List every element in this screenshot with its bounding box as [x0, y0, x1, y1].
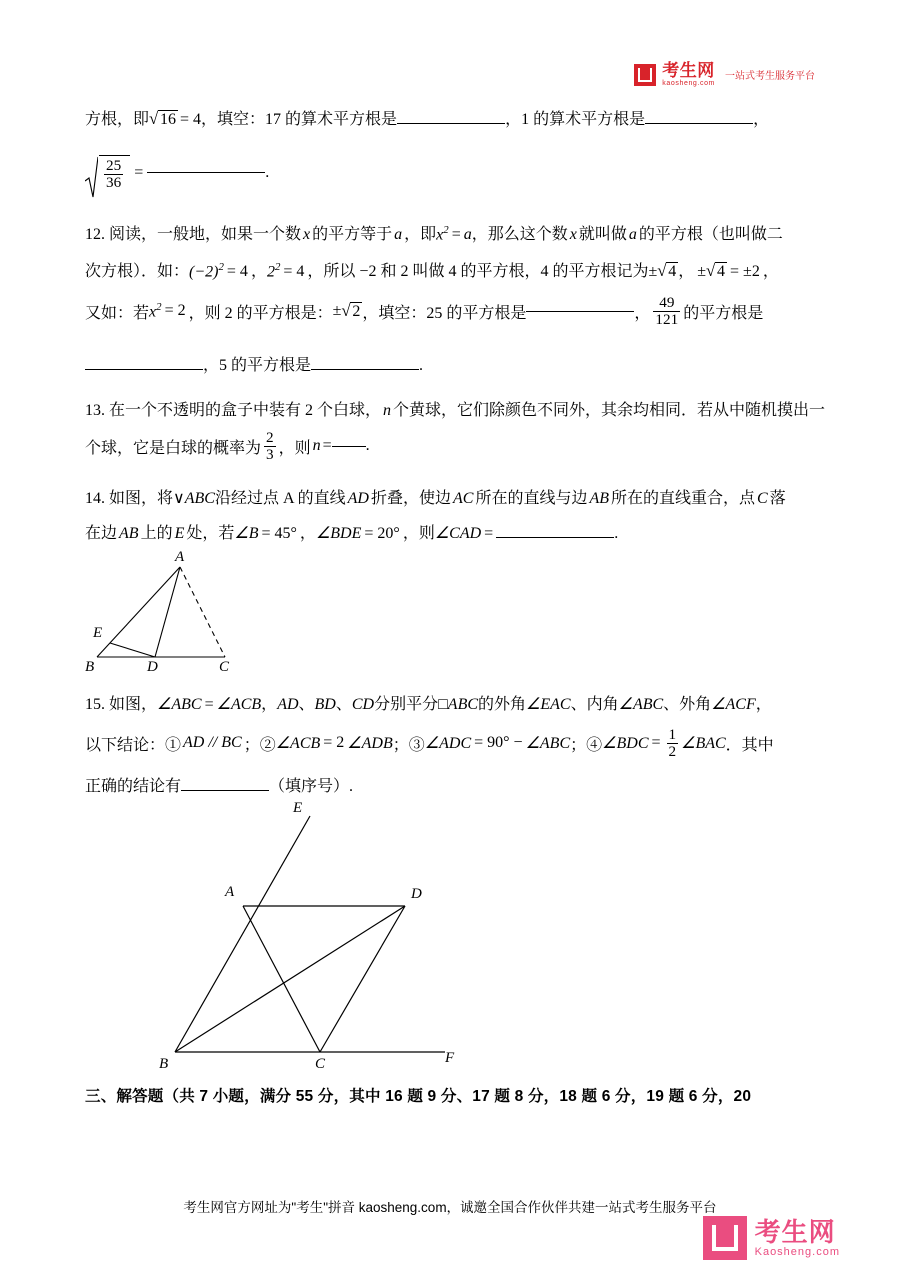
footer-logo: [703, 1216, 840, 1260]
q15-text-b: 分别平分: [374, 695, 439, 713]
q11-tail-line2: [85, 155, 815, 191]
q13-l2-eq: =: [322, 437, 332, 455]
q14-point-c: C: [757, 489, 768, 507]
q15-l2-text-c: ；③: [392, 736, 425, 754]
q12-l4-dot: .: [419, 356, 424, 374]
q15-bd: BD: [314, 695, 336, 713]
q11-blank-3[interactable]: [147, 172, 265, 173]
footer-logo-chinese: 考生网: [754, 1216, 836, 1247]
q15-l2-text-b: ；②: [243, 736, 276, 754]
q15-stmt1: AD // BC: [183, 734, 242, 752]
q12-comma3: ，: [762, 262, 779, 280]
q14-eq20: = 20°: [364, 524, 400, 542]
q14-angle-b: ∠B: [234, 524, 259, 542]
q12-var-x: x: [303, 225, 311, 243]
q13-l2-dot: .: [365, 437, 370, 455]
q14-label-D: D: [147, 658, 158, 675]
q12-text-c: ，即: [404, 225, 437, 243]
q14-blank[interactable]: [496, 537, 614, 538]
radical-16: √ 16: [149, 110, 178, 129]
q12-pm1: ±: [648, 262, 658, 280]
q12-x-squared: $x^2$: [436, 223, 449, 243]
q12-var-x2: x: [569, 225, 577, 243]
q12-var-a: a: [394, 225, 403, 243]
q12-l3-eq: = 2: [164, 302, 186, 320]
q11-period: .: [265, 163, 270, 181]
q15-text-c: 的外角: [478, 695, 527, 713]
q12-pm2: ±: [697, 262, 707, 280]
logo-slogan: 一站式考生服务平台: [725, 71, 815, 83]
q15-angle-abc2: ∠ABC: [618, 695, 664, 713]
q14-text-a: 如图，将: [109, 489, 174, 507]
radical-fraction-25-36: [85, 155, 130, 191]
q12-eq1: = 4: [226, 262, 248, 280]
radical-sign-icon: [85, 155, 98, 191]
q14-line2: [85, 520, 815, 543]
q14-label-A: A: [175, 548, 185, 565]
q12-l2-text-b: ，所以 −2 和 2 叫做 4 的平方根，4 的平方根记为: [307, 262, 649, 280]
q15-number: 15.: [85, 695, 105, 713]
q11-mid-text-2: ，1 的算术平方根是: [505, 111, 646, 128]
q15-stmt2-b: ∠ADB: [347, 735, 393, 753]
q15-angle-acb: ∠ACB: [216, 695, 262, 713]
q14-label-E: E: [93, 624, 103, 641]
q12-line1: [85, 221, 815, 244]
q15-stmt4-a: ∠BDC: [602, 735, 649, 753]
q12-text-e: 就叫做: [578, 225, 627, 243]
q15-c5: 、外角: [663, 695, 712, 713]
q13-number: 13.: [85, 401, 105, 419]
q11-tail-line1: [85, 106, 815, 129]
q13-line1: [85, 397, 826, 420]
q12-l2-text-a: 次方根）．如：: [85, 262, 190, 280]
logo-text: [662, 62, 715, 87]
q14-l2-comma2: ，则: [402, 524, 435, 542]
q15-line3: [85, 773, 815, 796]
q15-l2-text-a: 以下结论：①: [85, 736, 182, 754]
q14-figure: [85, 548, 815, 677]
q12-blank-3[interactable]: [311, 369, 419, 370]
q15-stmt2-eq: = 2: [323, 734, 345, 752]
footer-logo-english: Kaosheng.com: [754, 1246, 840, 1259]
q15-stmt3-b: ∠ABC: [525, 735, 571, 753]
q15-c1: ，: [261, 695, 278, 713]
q14-l2-ab: AB: [119, 524, 139, 542]
fraction-2-3: $\frac{2}{3}$: [266, 428, 274, 463]
q15-abc-label: ABC: [447, 695, 479, 713]
q14-label-B: B: [85, 658, 95, 675]
kaosheng-logo-icon: [634, 64, 656, 86]
q14-angle-bde: ∠BDE: [315, 524, 362, 542]
q13-text-b: 个黄球，它们除颜色不同外，其余均相同．若从中随机摸出一: [393, 401, 826, 419]
q14-abc: ABC: [184, 489, 215, 507]
q12-expr-neg2-sq: $(-2)^2$: [189, 260, 224, 280]
q15-label-D: D: [411, 885, 422, 902]
q14-l2-dot: .: [614, 524, 619, 542]
q15-label-B: B: [159, 1055, 169, 1072]
fraction-1-2: $\frac{1}{2}$: [668, 725, 677, 760]
q14-text-e: 所在的直线重合，点: [611, 489, 756, 507]
footer-logo-square-icon: [703, 1216, 747, 1260]
logo-chinese-name: 考生网: [662, 61, 715, 80]
q15-text-a: 如图，: [109, 695, 158, 713]
q12-expr-2-sq: $2^2$: [266, 260, 281, 280]
q12-eq3: = ±2: [730, 262, 760, 280]
q15-stmt4-b: ∠BAC: [681, 735, 726, 753]
q11-eq4: = 4: [180, 111, 202, 128]
q12-text-b: 的平方等于: [312, 225, 393, 243]
q15-stmt3-eq: = 90° −: [474, 734, 523, 752]
q14-ad: AD: [347, 489, 369, 507]
logo-english-name: kaosheng.com: [662, 79, 715, 87]
q12-text-f: 的平方根（也叫做二: [638, 225, 783, 243]
q11-blank-1[interactable]: [397, 123, 505, 124]
q15-label-A: A: [225, 883, 235, 900]
q14-eq45: = 45°: [261, 524, 297, 542]
radical-4-a: √ 4: [657, 262, 678, 281]
q13-l2-text-b: ，则: [278, 439, 311, 457]
q14-ac: AC: [452, 489, 474, 507]
q12-line2: [85, 258, 815, 281]
q15-eq1: =: [204, 695, 214, 713]
q15-stmt2-a: ∠ACB: [275, 735, 321, 753]
q14-point-e: E: [174, 524, 185, 542]
q14-label-C: C: [219, 658, 230, 675]
q13-text-a: 在一个不透明的盒子中装有 2 个白球，: [109, 401, 382, 419]
radical-2: √ 2: [341, 302, 362, 321]
q12-l3-pm: ±: [332, 302, 342, 320]
q11-comma: ，: [753, 111, 770, 128]
q12-line3: [85, 295, 815, 328]
q11-mid-text: ，填空：17 的算术平方根是: [201, 111, 398, 128]
q12-blank-2[interactable]: [85, 369, 203, 370]
q12-number: 12.: [85, 225, 105, 243]
q14-number: 14.: [85, 489, 105, 507]
q15-line1: [85, 691, 815, 714]
section-three-heading: 三、解答题（共 7 小题，满分 55 分，其中 16 题 9 分、17 题 8 分，18 题 6 分，19 题 6 分，20: [85, 1087, 752, 1105]
q15-c2: 、: [298, 695, 315, 713]
q11-blank-2[interactable]: [645, 123, 753, 124]
q15-l3-text-b: （填序号）.: [269, 777, 354, 795]
q14-l2-text-c: 处，若: [186, 524, 235, 542]
q12-x-sq-2: $x^2$: [149, 301, 162, 321]
q13-l2-text-a: 个球，它是白球的概率为: [85, 439, 262, 457]
q12-eq2: = 4: [283, 262, 305, 280]
q13-var-n: n: [383, 401, 392, 419]
q15-ad: AD: [277, 695, 299, 713]
q12-l3-text-e: 的平方根是: [683, 304, 764, 322]
q14-text-b: 沿经过点 A 的直线: [214, 489, 346, 507]
q15-line2: [85, 727, 815, 760]
q14-triangle-symbol: ∨: [173, 489, 185, 507]
q15-label-E: E: [293, 799, 303, 816]
q15-l2-text-e: ．其中: [725, 736, 774, 754]
q15-c6: ，: [755, 695, 772, 713]
q13-var-n2: n: [312, 437, 321, 455]
footer-note: 考生网官方网址为"考生"拼音 kaosheng.com，诚邀全国合作伙伴共建一站式考生服务平台: [183, 1200, 717, 1215]
q14-line1: [85, 485, 815, 508]
q15-c4: 、内角: [570, 695, 619, 713]
q12-blank-1[interactable]: [526, 311, 634, 312]
q14-text-c: 折叠，使边: [370, 489, 451, 507]
q11-lead: 方根，即: [85, 111, 150, 128]
q14-text-d: 所在的直线与边: [475, 489, 588, 507]
q15-label-F: F: [445, 1049, 455, 1066]
q14-l2-text-a: 在边: [85, 524, 118, 542]
q12-l3-text-c: ，填空：25 的平方根是: [362, 304, 527, 322]
q15-blank[interactable]: [181, 790, 269, 791]
fraction-25-36: $\frac{25}{36}$: [99, 155, 130, 191]
q12-eq: =: [451, 225, 461, 243]
q12-comma1: ，: [250, 262, 267, 280]
q12-l3-text-a: 又如：若: [85, 304, 150, 322]
q15-cd: CD: [351, 695, 375, 713]
q15-stmt3-a: ∠ADC: [424, 735, 472, 753]
q11-equals: =: [134, 163, 144, 181]
q12-var-a2: a: [463, 225, 472, 243]
q12-text-d: ，那么这个数: [471, 225, 568, 243]
q15-l2-text-d: ；④: [570, 736, 603, 754]
q14-ab: AB: [589, 489, 609, 507]
q15-angle-abc: ∠ABC: [157, 695, 202, 713]
q14-l2-eq: =: [484, 524, 494, 542]
q15-box-symbol: □: [438, 695, 448, 713]
q15-angle-eac: ∠EAC: [526, 695, 571, 713]
q12-line4: [85, 352, 815, 375]
q12-l4-text-a: ，5 的平方根是: [203, 356, 312, 374]
q14-text-f: 落: [769, 489, 786, 507]
q12-text-a: 阅读，一般地，如果一个数: [109, 225, 302, 243]
q15-l3-text-a: 正确的结论有: [85, 777, 182, 795]
q14-l2-comma: ，: [299, 524, 316, 542]
q12-var-a3: a: [628, 225, 637, 243]
q12-l3-comma: ，: [634, 304, 651, 322]
radical-4-b: √ 4: [706, 262, 727, 281]
q15-angle-acf: ∠ACF: [711, 695, 756, 713]
q14-l2-text-b: 上的: [140, 524, 173, 542]
q13-line2: [85, 430, 815, 463]
q14-angle-cad: ∠CAD: [434, 524, 482, 542]
fraction-49-121: $\frac{49}{121}$: [655, 293, 679, 328]
q13-blank[interactable]: [332, 446, 366, 447]
q15-c3: 、: [335, 695, 352, 713]
q15-label-C: C: [315, 1055, 326, 1072]
q12-l3-text-b: ，则 2 的平方根是：: [188, 304, 333, 322]
q12-comma2: ，: [678, 262, 695, 280]
logo-square-icon: [634, 64, 656, 86]
q15-figure: [85, 799, 815, 1074]
q15-stmt4-eq: =: [651, 734, 661, 752]
header-logo: [634, 62, 815, 87]
